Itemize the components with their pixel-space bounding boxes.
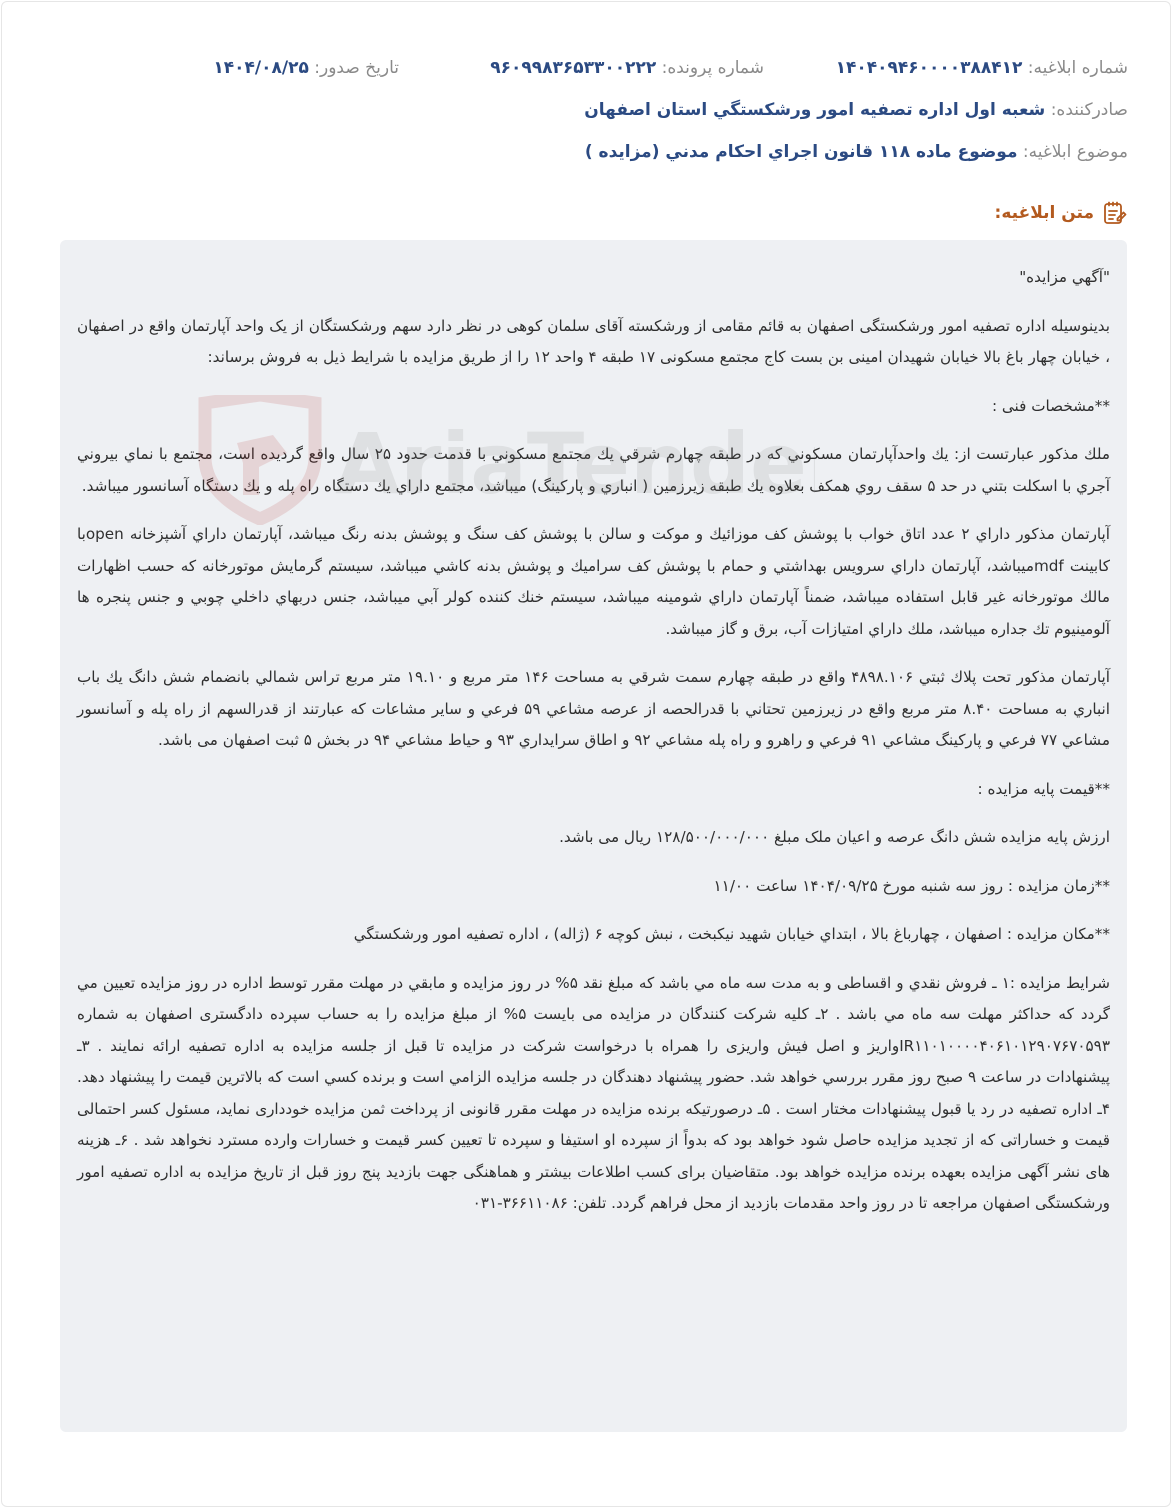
subject-value: موضوع ماده ۱۱۸ قانون اجراي احكام مدني (مزايده ) bbox=[584, 142, 1018, 162]
base-price-heading: **قیمت پایه مزایده : bbox=[977, 779, 1110, 798]
auction-heading: "آگهي مزايده" bbox=[1019, 268, 1110, 286]
auction-location: **مكان مزايده : اصفهان ، چهارباغ بالا ، ابتداي خيابان شهيد نيكبخت ، نبش كوچه ۶ (ژاله) ، اداره تصفيه امور ورشكستگي bbox=[353, 925, 1110, 943]
case-number-label: شماره پرونده: bbox=[661, 58, 764, 78]
document-edit-icon bbox=[1102, 200, 1128, 226]
technical-specs-heading: **مشخصات فنی : bbox=[991, 396, 1110, 415]
issue-date bbox=[213, 58, 399, 78]
subject-label: موضوع ابلاغیه: bbox=[1022, 142, 1128, 162]
section-heading bbox=[995, 200, 1128, 226]
auction-conditions: شرايط مزايده :۱ ـ فروش نقدي و اقساطی و به مدت سه ماه مي باشد كه مبلغ نقد ۵% در روز مزايده و مابقي در مهلت مقرر توسط اداره در روز مزايده تعيين مي گردد كه حداكثر مهلت سه ماه مي باشد . ۲ـ كليه شركت كنندگان در مزايده می بايست ۵% از مبلغ مزايده را به حساب سپرده دادگستری اصفهان به شماره IR۱۱۰۱۰۰۰۰۴۰۶۱۰۱۲۹۰۷۶۷۰۵۹۳واريز و اصل فيش واريزی را همراه با درخواست شركت در مزايده تا قبل از جلسه مزايده به اداره تصفيه ارائه نمايند . ۳ـ پيشنهادات در ساعت ۹ صبح روز مقرر بررسي خواهد شد. حضور پيشنهاد دهندگان در جلسه مزايده الزامي است و برنده كسي است كه بالاترين قيمت را پيشنهاد دهد. ۴ـ اداره تصفيه در رد يا قبول پيشنهادات مختار است . ۵ـ درصورتيكه برنده مزايده در مهلت مقرر قانونی از پرداخت ثمن مزايده خودداری نمايد، مسئول كسر احتمالی قيمت و خساراتی كه از تجديد مزايده حاصل شود خواهد بود كه بدواً از سپرده او استيفا و سپرده تا تعيين كسر قيمت و خسارات وارده مسترد نخواهد شد . ۶ـ هزينه های نشر آگهی مزايده بعهده برنده مزايده خواهد بود. متقاضيان برای كسب اطلاعات بيشتر و هماهنگی جهت بازديد پنج روز قبل از تاريخ مزايده به اداره تصفيه امور ورشكستگی اصفهان مراجعه تا در روز واحد مقدمات بازديد از محل فراهم گردد. تلفن: ۳۶۶۱۱۰۸۶-۰۳۱ bbox=[77, 973, 1110, 1212]
apartment-description: آپارتمان مذكور داراي ۲ عدد اتاق خواب با پوشش كف موزائيك و موكت و سالن با پوشش كف سنگ و پوشش بدنه رنگ ميباشد، آپارتمان داراي آشپزخانه openبا كابينت mdfميباشد، آپارتمان داراي سرويس بهداشتي و حمام با پوشش كف سراميك و پوشش بدنه كاشي ميباشد، سيستم گرمايش موتورخانه كه حسب اظهارات مالك موتورخانه غير قابل استفاده ميباشد، ضمناً آپارتمان داراي شومينه ميباشد، سيستم خنك كننده كولر آبي ميباشد، جنس دربهاي داخلي چوبي و جنس پنجره ها آلومينيوم تك جداره ميباشد، ملك داراي امتيازات آب، برق و گاز ميباشد. bbox=[77, 525, 1110, 638]
building-description: ملك مذكور عبارتست از: يك واحدآپارتمان مسكوني كه در طبقه چهارم شرقي يك مجتمع مسكوني با قدمت حدود ۲۵ سال واقع گرديده است، مجتمع با نماي بيروني آجري با اسكلت بتني در حد ۵ سقف روي همكف بعلاوه يك طبقه زيرزمين ( انباري و پاركينگ) ميباشد، مجتمع داراي يك دستگاه راه پله و يك دستگاه آسانسور ميباشد. bbox=[77, 445, 1110, 495]
issuer-value: شعبه اول اداره تصفيه امور ورشكستگي استان اصفهان bbox=[584, 100, 1046, 120]
notice-subject bbox=[585, 142, 1128, 162]
issuer-label: صادرکننده: bbox=[1050, 100, 1128, 120]
auction-time: **زمان مزايده : روز سه شنبه مورخ ۱۴۰۴/۰۹/۲۵ ساعت ۱۱/۰۰ bbox=[713, 876, 1110, 895]
notice-body bbox=[60, 240, 1127, 1432]
notice-number-value: ۱۴۰۴۰۹۴۶۰۰۰۰۳۸۸۴۱۲ bbox=[835, 58, 1023, 78]
case-number-value: ۹۶۰۹۹۸۳۶۵۳۳۰۰۲۲۲ bbox=[490, 58, 657, 78]
registration-description: آپارتمان مذكور تحت پلاك ثبتي ۴۸۹۸.۱۰۶ واقع در طبقه چهارم سمت شرقي به مساحت ۱۴۶ متر مربع و ۱۹.۱۰ متر مربع تراس شمالي بانضمام شش دانگ يك باب انباري به مساحت ۸.۴۰ متر مربع واقع در زيرزمين تحتاني با قدرالحصه از عرصه مشاعي ۵۹ فرعي و ساير مشاعات كه عبارتند از قدرالسهم از راه پله و آسانسور مشاعي ۷۷ فرعي و پاركينگ مشاعي ۹۱ فرعي و راهرو و راه پله مشاعي ۹۲ و اطاق سرايداري ۹۳ و حياط مشاعي ۹۴ در بخش ۵ ثبت اصفهان می باشد. bbox=[77, 668, 1110, 749]
section-title: متن ابلاغیه: bbox=[994, 203, 1094, 223]
base-price-value: ارزش پایه مزايده شش دانگ عرصه و اعيان ملک مبلغ ۱۲۸/۵۰۰/۰۰۰/۰۰۰ ريال می باشد. bbox=[559, 828, 1110, 846]
notice-number bbox=[836, 58, 1128, 78]
case-number bbox=[490, 58, 764, 78]
notice-number-label: شماره ابلاغیه: bbox=[1027, 58, 1128, 78]
issue-date-value: ۱۴۰۴/۰۸/۲۵ bbox=[213, 58, 309, 78]
intro-paragraph: بدينوسيله اداره تصفيه امور ورشكستگی اصفهان به قائم مقامی از ورشكسته آقای سلمان كوهی در نظر دارد سهم ورشكستگان از یک واحد آپارتمان واقع در اصفهان ، خیابان چهار باغ بالا خیابان شهیدان امینی بن بست كاج مجتمع مسكونی ۱۷ طبقه ۴ واحد ۱۲ را از طريق مزايده با شرايط ذيل به فروش برساند: bbox=[77, 316, 1110, 366]
issue-date-label: تاریخ صدور: bbox=[314, 58, 399, 78]
issuer bbox=[584, 100, 1128, 120]
